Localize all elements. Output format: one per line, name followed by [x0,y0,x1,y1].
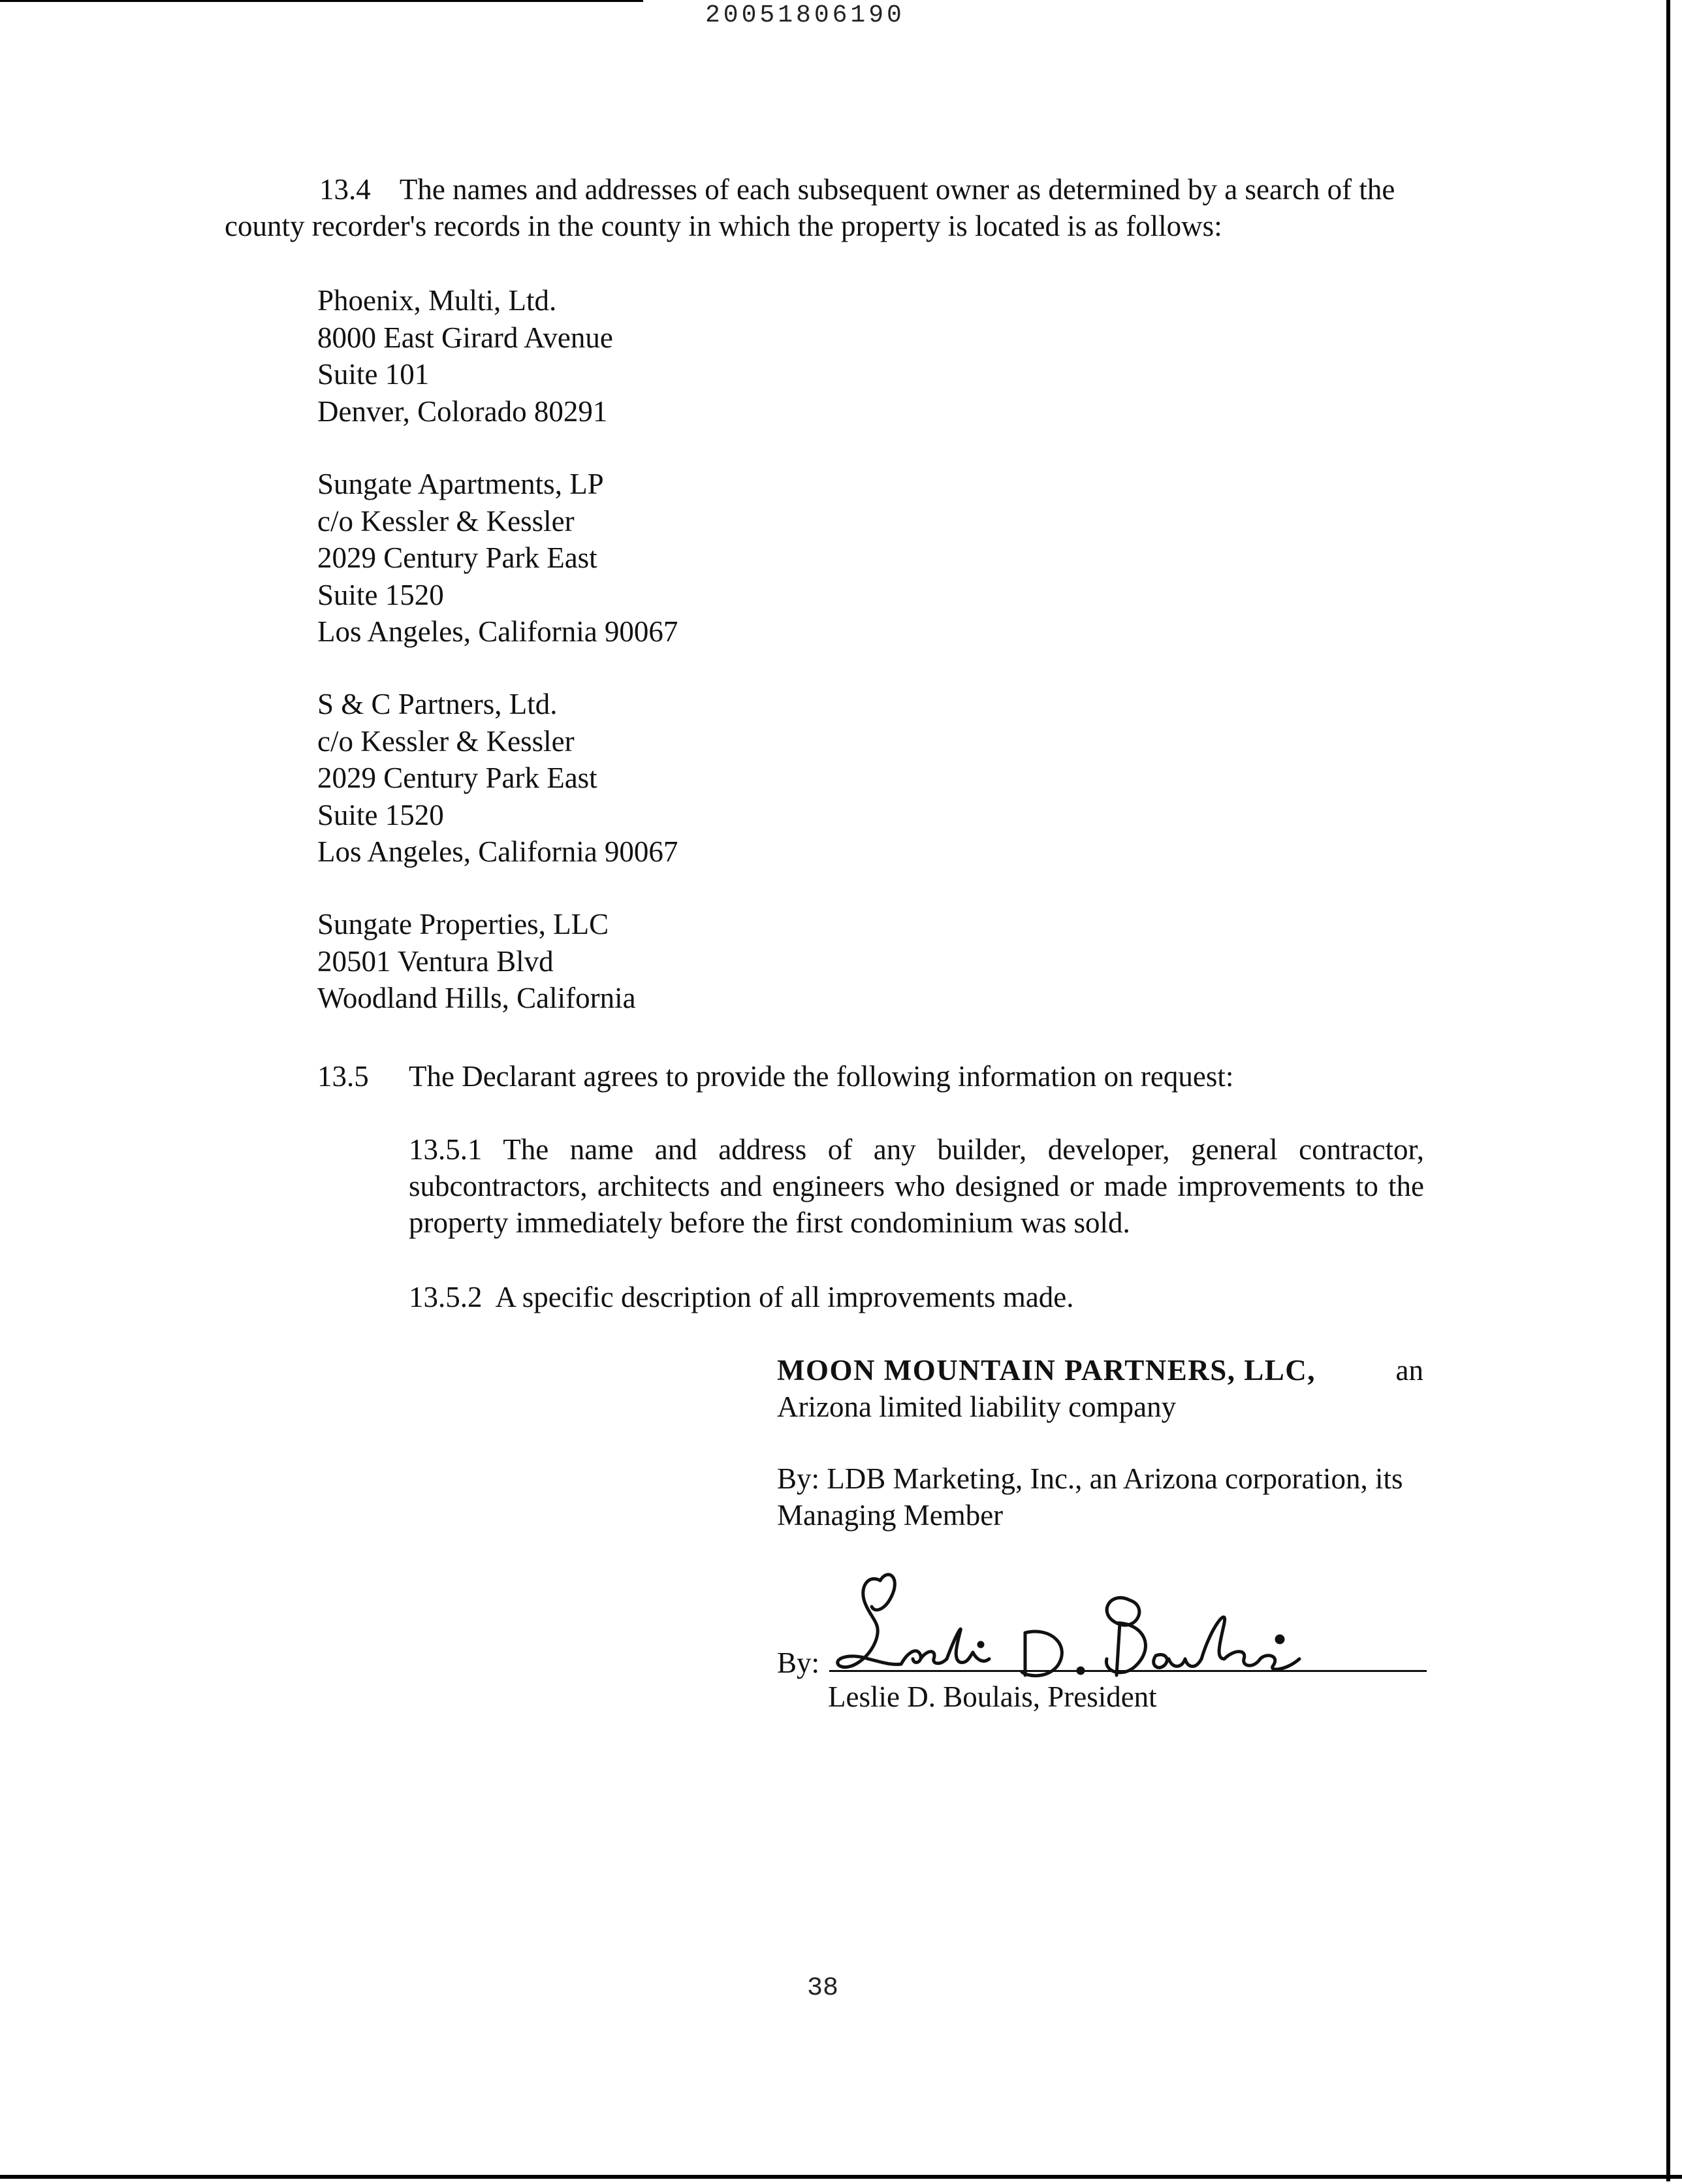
by-entity-line1: By: LDB Marketing, Inc., an Arizona corporation, its [777,1462,1403,1495]
owner-address-line: 20501 Ventura Blvd [317,944,554,978]
section-13-5-2-text: 13.5.2 A specific description of all improvements made. [409,1281,1074,1313]
top-rule [0,0,643,2]
section-13-5-1-line2: subcontractors, architects and engineers who designed or made improvements to the [409,1170,1424,1202]
owner-address-line: Woodland Hills, California [317,982,636,1014]
section-13-5-1 [409,1131,1424,1241]
section-13-5-1-line1: 13.5.1 The name and address of any builder, developer, general contractor, [409,1133,1424,1166]
owner-address-line: c/o Kessler & Kessler [317,724,575,758]
owner-address-sungate-properties [317,906,636,1017]
owner-address-line: 2029 Century Park East [317,541,597,574]
owner-name: Sungate Apartments, LP [317,468,604,500]
signature-by-label: By: [777,1646,820,1679]
section-13-4-line2: county recorder's records in the county in which the property is located is as follows: [225,210,1222,242]
section-13-4-line1: 13.4 The names and addresses of each subsequent owner as determined by a search of the [319,173,1395,206]
signature-by-block [777,1460,1423,1534]
signer-name-title: Leslie D. Boulais, President [828,1680,1157,1713]
company-description: Arizona limited liability company [777,1390,1177,1423]
company-name-suffix: an [1395,1354,1423,1387]
handwritten-signature [829,1561,1352,1692]
section-13-5-number: 13.5 [317,1060,369,1093]
section-13-5-1-line3: property immediately before the first condominium was sold. [409,1206,1130,1239]
owner-name: Phoenix, Multi, Ltd. [317,284,557,317]
owner-address-line: 2029 Century Park East [317,762,597,794]
owner-address-sungate-apartments [317,466,678,650]
owner-address-line: 8000 East Girard Avenue [317,321,613,354]
owner-name: Sungate Properties, LLC [317,908,609,940]
scan-bottom-border [0,2175,1682,2179]
owner-address-line: Suite 101 [317,358,430,391]
section-13-5-2 [409,1279,1424,1315]
owner-address-s-and-c-partners [317,686,678,871]
by-entity-line2: Managing Member [777,1499,1004,1532]
document-number: 20051806190 [705,1,905,29]
owner-address-line: Denver, Colorado 80291 [317,394,608,428]
scan-right-border [1666,0,1670,2181]
section-13-5 [317,1058,1233,1095]
owner-name: S & C Partners, Ltd. [317,688,558,720]
company-name: MOON MOUNTAIN PARTNERS, LLC, [777,1354,1316,1387]
owner-address-line: c/o Kessler & Kessler [317,504,575,538]
owner-address-line: Suite 1520 [317,798,444,831]
signature-company-block [777,1352,1423,1425]
section-13-4 [225,171,1429,244]
page-number: 38 [807,1974,839,2003]
owner-address-line: Los Angeles, California 90067 [317,835,678,868]
owner-address-phoenix-multi [317,282,613,430]
owner-address-line: Los Angeles, California 90067 [317,615,678,648]
section-13-5-text: The Declarant agrees to provide the following information on request: [409,1060,1234,1093]
owner-address-line: Suite 1520 [317,578,444,611]
signature-line [829,1670,1427,1672]
